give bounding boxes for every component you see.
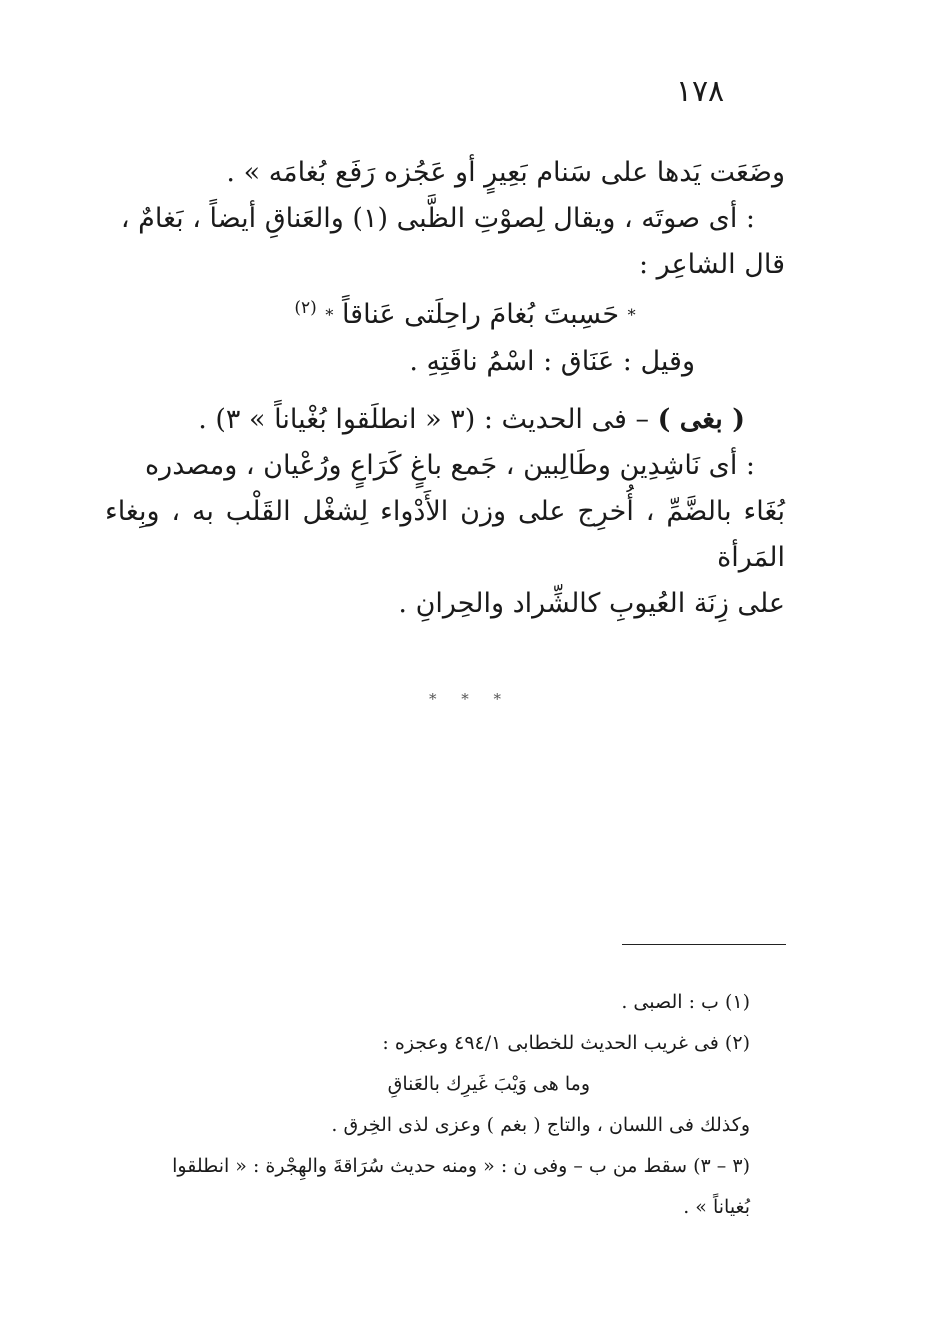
footnote: (٣ – ٣) سقط من ب – وفى ن : « ومنه حديث سُرَاقةَ والهِجْرة : « انطلقوا bbox=[172, 1155, 750, 1177]
footnote: (١) ب : الصبى . bbox=[621, 991, 750, 1013]
entry-headword: ( بغى ) bbox=[657, 403, 745, 435]
entry-text: – فى الحديث : (٣ « انطلَقوا بُغْياناً » ٣) . bbox=[198, 403, 649, 435]
footnote-continuation: بُغياناً » . bbox=[683, 1196, 750, 1218]
footnote: وكذلك فى اللسان ، والتاج ( بغم ) وعزى لذى الخِرق . bbox=[331, 1114, 750, 1136]
entry-line bbox=[105, 397, 785, 443]
verse-star-icon: * bbox=[627, 305, 636, 325]
footnote-verse: وما هى وَيْبَ غَيرِك بالعَناقِ bbox=[387, 1073, 590, 1095]
footnote: (٢) فى غريب الحديث للخطابى ٤٩٤/١ وعجزه : bbox=[382, 1032, 750, 1054]
footnotes bbox=[110, 982, 750, 1228]
verse-line bbox=[105, 292, 785, 339]
text-line: على زِنَة العُيوبِ كالشِّراد والحِرانِ . bbox=[398, 587, 785, 619]
page-number: ١٧٨ bbox=[675, 74, 725, 109]
text-line: بُغَاء بالضَّمِّ ، أُخرِج على وزن الأَدْواء لِشغْل القَلْب به ، وبِغاء المَرأة bbox=[105, 495, 785, 573]
text-line: وضَعَت يَدها على سَنام بَعِيرٍ أو عَجُزه رَفَع بُغامَه » . bbox=[226, 157, 785, 188]
text-line: : أى نَاشِدِين وطَالِبين ، جَمع باغٍ كَرَاعٍ ورُعْيان ، ومصدره bbox=[145, 449, 755, 481]
footnote-divider bbox=[622, 944, 786, 945]
verse-text: حَسِبتَ بُغامَ راحِلَتى عَناقاً bbox=[341, 299, 620, 330]
section-separator: * * * bbox=[428, 690, 512, 708]
main-text bbox=[105, 150, 785, 627]
footnote-ref: (٢) bbox=[294, 298, 317, 318]
text-line: وقيل : عَنَاق : اسْمُ ناقَتِهِ . bbox=[409, 345, 695, 377]
text-line: : أى صوتَه ، ويقال لِصوْتِ الظَّبى (١) والعَناقِ أيضاً ، بَغامٌ ، bbox=[120, 203, 755, 234]
verse-star-icon: * bbox=[325, 305, 334, 325]
text-line: قال الشاعِر : bbox=[638, 249, 785, 280]
